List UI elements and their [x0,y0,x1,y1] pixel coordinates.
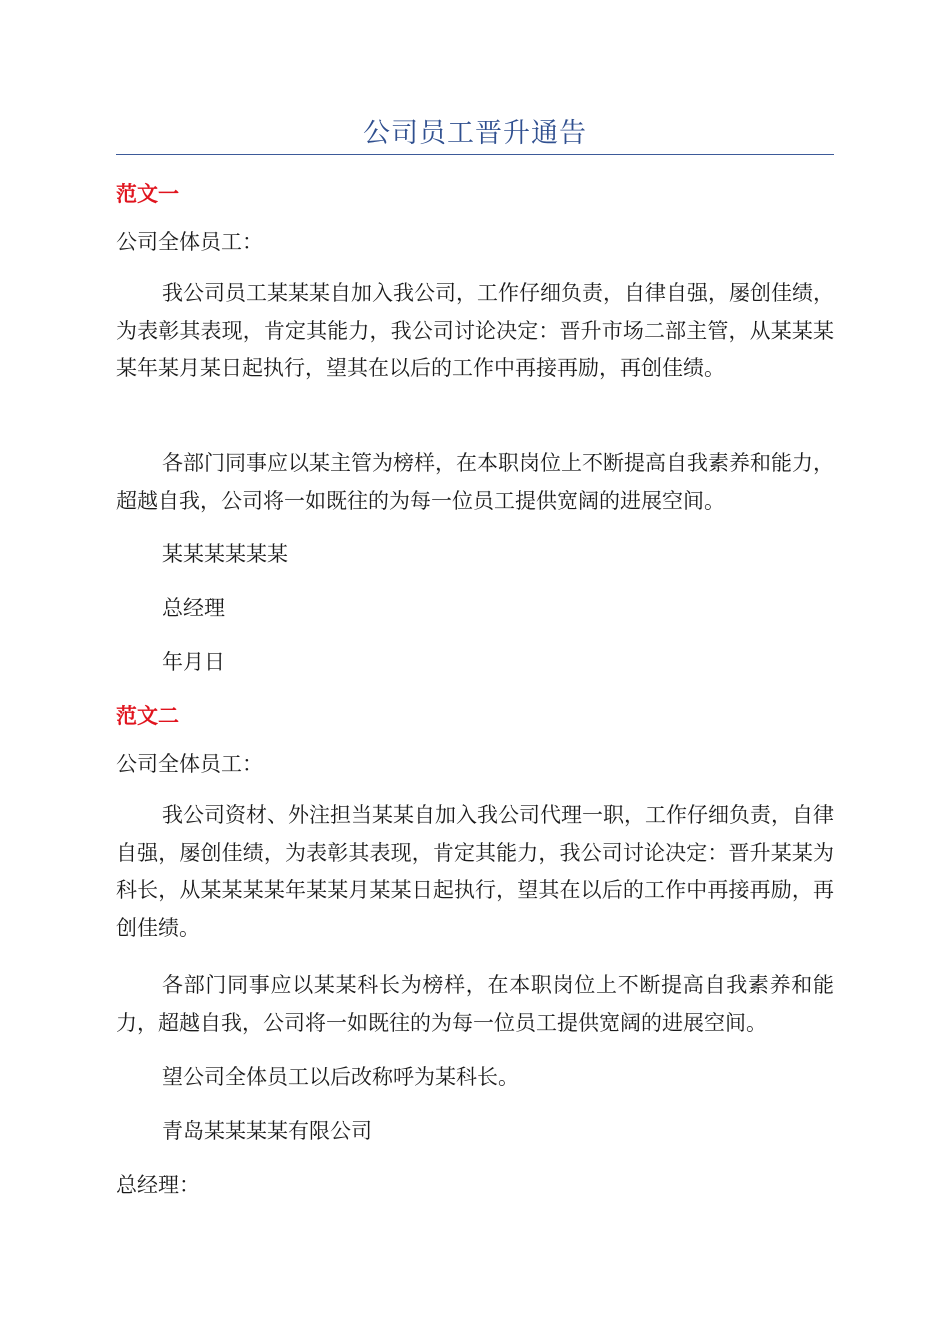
sample2-salutation: 公司全体员工： [116,752,263,776]
sample1-signer: 某某某某某某 [162,542,288,566]
sample1-date: 年月日 [162,650,225,674]
document-title: 公司员工晋升通告 [363,118,587,149]
sample2-paragraph2: 各部门同事应以某某科长为榜样，在本职岗位上不断提高自我素养和能力，超越自我，公司将一如既往的为每一位员工提供宽阔的进展空间。 [116,973,834,1035]
sample2-heading: 范文二 [116,704,179,728]
sample1-heading: 范文一 [116,182,179,206]
sample2-company: 青岛某某某某有限公司 [162,1119,372,1143]
sample1-position: 总经理 [162,596,225,620]
sample1-paragraph1: 我公司员工某某某自加入我公司，工作仔细负责，自律自强，屡创佳绩，为表彰其表现，肯定其能力，我公司讨论决定：晋升市场二部主管，从某某某某年某月某日起执行，望其在以后的工作中再接再励，再创佳绩。 [116,281,834,380]
title-divider [116,154,834,155]
sample1-salutation: 公司全体员工： [116,230,263,254]
sample2-paragraph1: 我公司资材、外注担当某某自加入我公司代理一职，工作仔细负责，自律自强，屡创佳绩，为表彰其表现，肯定其能力，我公司讨论决定：晋升某某为科长，从某某某某年某某月某某日起执行，望其在以后的工作中再接再励，再创佳绩。 [116,803,834,940]
sample2-position: 总经理： [116,1173,200,1197]
sample2-paragraph3: 望公司全体员工以后改称呼为某科长。 [162,1065,519,1089]
sample1-paragraph2: 各部门同事应以某主管为榜样，在本职岗位上不断提高自我素养和能力，超越自我，公司将一如既往的为每一位员工提供宽阔的进展空间。 [116,451,834,513]
